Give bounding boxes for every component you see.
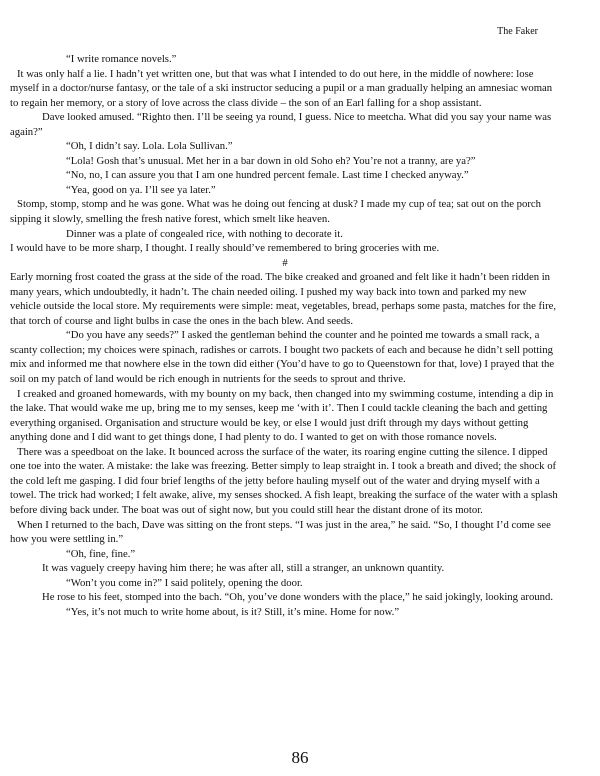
- paragraph: “Lola! Gosh that’s unusual. Met her in a bar down in old Soho eh? You’re not a tranny, are ya?”: [66, 154, 476, 167]
- paragraph: I would have to be more sharp, I thought. I really should’ve remembered to bring groceries with me.: [10, 242, 440, 255]
- paragraph: It was vaguely creepy having him there; he was after all, still a stranger, an unknown quantity.: [42, 562, 445, 575]
- paragraph: It was only half a lie. I hadn’t yet written one, but that was what I intended to do out here, in the middle of nowhere: lose myself in a doctor/nurse fantasy, or the tale of a ski instructor seducing a pupil or a man gradually helping an amnesiac woman to regain her memory, or a story of love across the class divide – the son of an Earl falling for a shop assistant.: [10, 67, 553, 109]
- body-text: [10, 52, 560, 619]
- paragraph: “Yes, it’s not much to write home about, is it? Still, it’s mine. Home for now.”: [66, 605, 400, 618]
- paragraph: When I returned to the bach, Dave was sitting on the front steps. “I was just in the area,” he said. “So, I thought I’d come see how you were settling in.”: [10, 518, 551, 546]
- paragraph: “Do you have any seeds?” I asked the gentleman behind the counter and he pointed me towards a small rack, a scanty collection; my choices were spinach, radishes or carrots. I bought two packets of each and because he didn’t sell potting mix and informed me that nowhere else in the town did either (You’d have to go to Queenstown for that, love) I prayed that the soil on my patch of land would be rich enough in nutrients for the seeds to sprout and thrive.: [10, 329, 555, 386]
- paragraph: “Oh, I didn’t say. Lola. Lola Sullivan.”: [66, 140, 233, 153]
- paragraph: “Yea, good on ya. I’ll see ya later.”: [66, 183, 216, 196]
- paragraph: Dinner was a plate of congealed rice, with nothing to decorate it.: [66, 227, 343, 240]
- paragraph: “I write romance novels.”: [66, 53, 177, 65]
- paragraph: Stomp, stomp, stomp and he was gone. What was he doing out fencing at dusk? I made my cup of tea; sat out on the porch sipping it slowly, smelling the fresh native forest, which smelt like heaven.: [10, 198, 541, 226]
- paragraph: “Won’t you come in?” I said politely, opening the door.: [66, 576, 303, 589]
- paragraph: “No, no, I can assure you that I am one hundred percent female. Last time I checked anyway.”: [66, 169, 469, 182]
- paragraph: He rose to his feet, stomped into the bach. “Oh, you’ve done wonders with the place,” he said jokingly, looking around.: [42, 591, 553, 604]
- paragraph: “Oh, fine, fine.”: [66, 547, 136, 560]
- paragraph: Early morning frost coated the grass at the side of the road. The bike creaked and groaned and felt like it hadn’t been ridden in many years, which undoubtedly, it hadn’t. The chain needed oiling. I pushed my way back into town and parked my new vehicle outside the local store. My requirements were simple: meat, vegetables, bread, perhaps some pasta, matches for the fire, that torch of course and light bulbs in case the ones in the bach blew. And seeds.: [10, 271, 557, 327]
- paragraph: I creaked and groaned homewards, with my bounty on my back, then changed into my swimming costume, intending a dip in the lake. That would wake me up, bring me to my senses, keep me ‘with it’. Then I could tackle cleaning the bach and getting everything organised. Organisation and structure would be key, or else I would just drift through my days without getting anything done and I did want to get things done, I had plenty to do. I wanted to get on with those romance novels.: [10, 387, 554, 444]
- running-header: The Faker: [497, 26, 538, 37]
- paragraph: Dave looked amused. “Righto then. I’ll be seeing ya round, I guess. Nice to meetcha. What did you say your name was again?”: [10, 111, 552, 138]
- paragraph: There was a speedboat on the lake. It bounced across the surface of the water, its roaring engine cutting the silence. I dipped one toe into the water. A mistake: the lake was freezing. Better simply to leap straight in. I took a breath and dived; the shock of the cold left me gasping. I did four brief lengths of the jetty before hauling myself out of the water and drying myself with a towel. The trick had worked; I felt awake, alive, my senses shocked. A fish leapt, breaking the surface of the water with a splash before diving back under. The boat was out of sight now, but you could still hear the distant drone of its motor.: [10, 445, 558, 516]
- scene-break: #: [282, 256, 288, 269]
- page-number: 86: [291, 748, 309, 767]
